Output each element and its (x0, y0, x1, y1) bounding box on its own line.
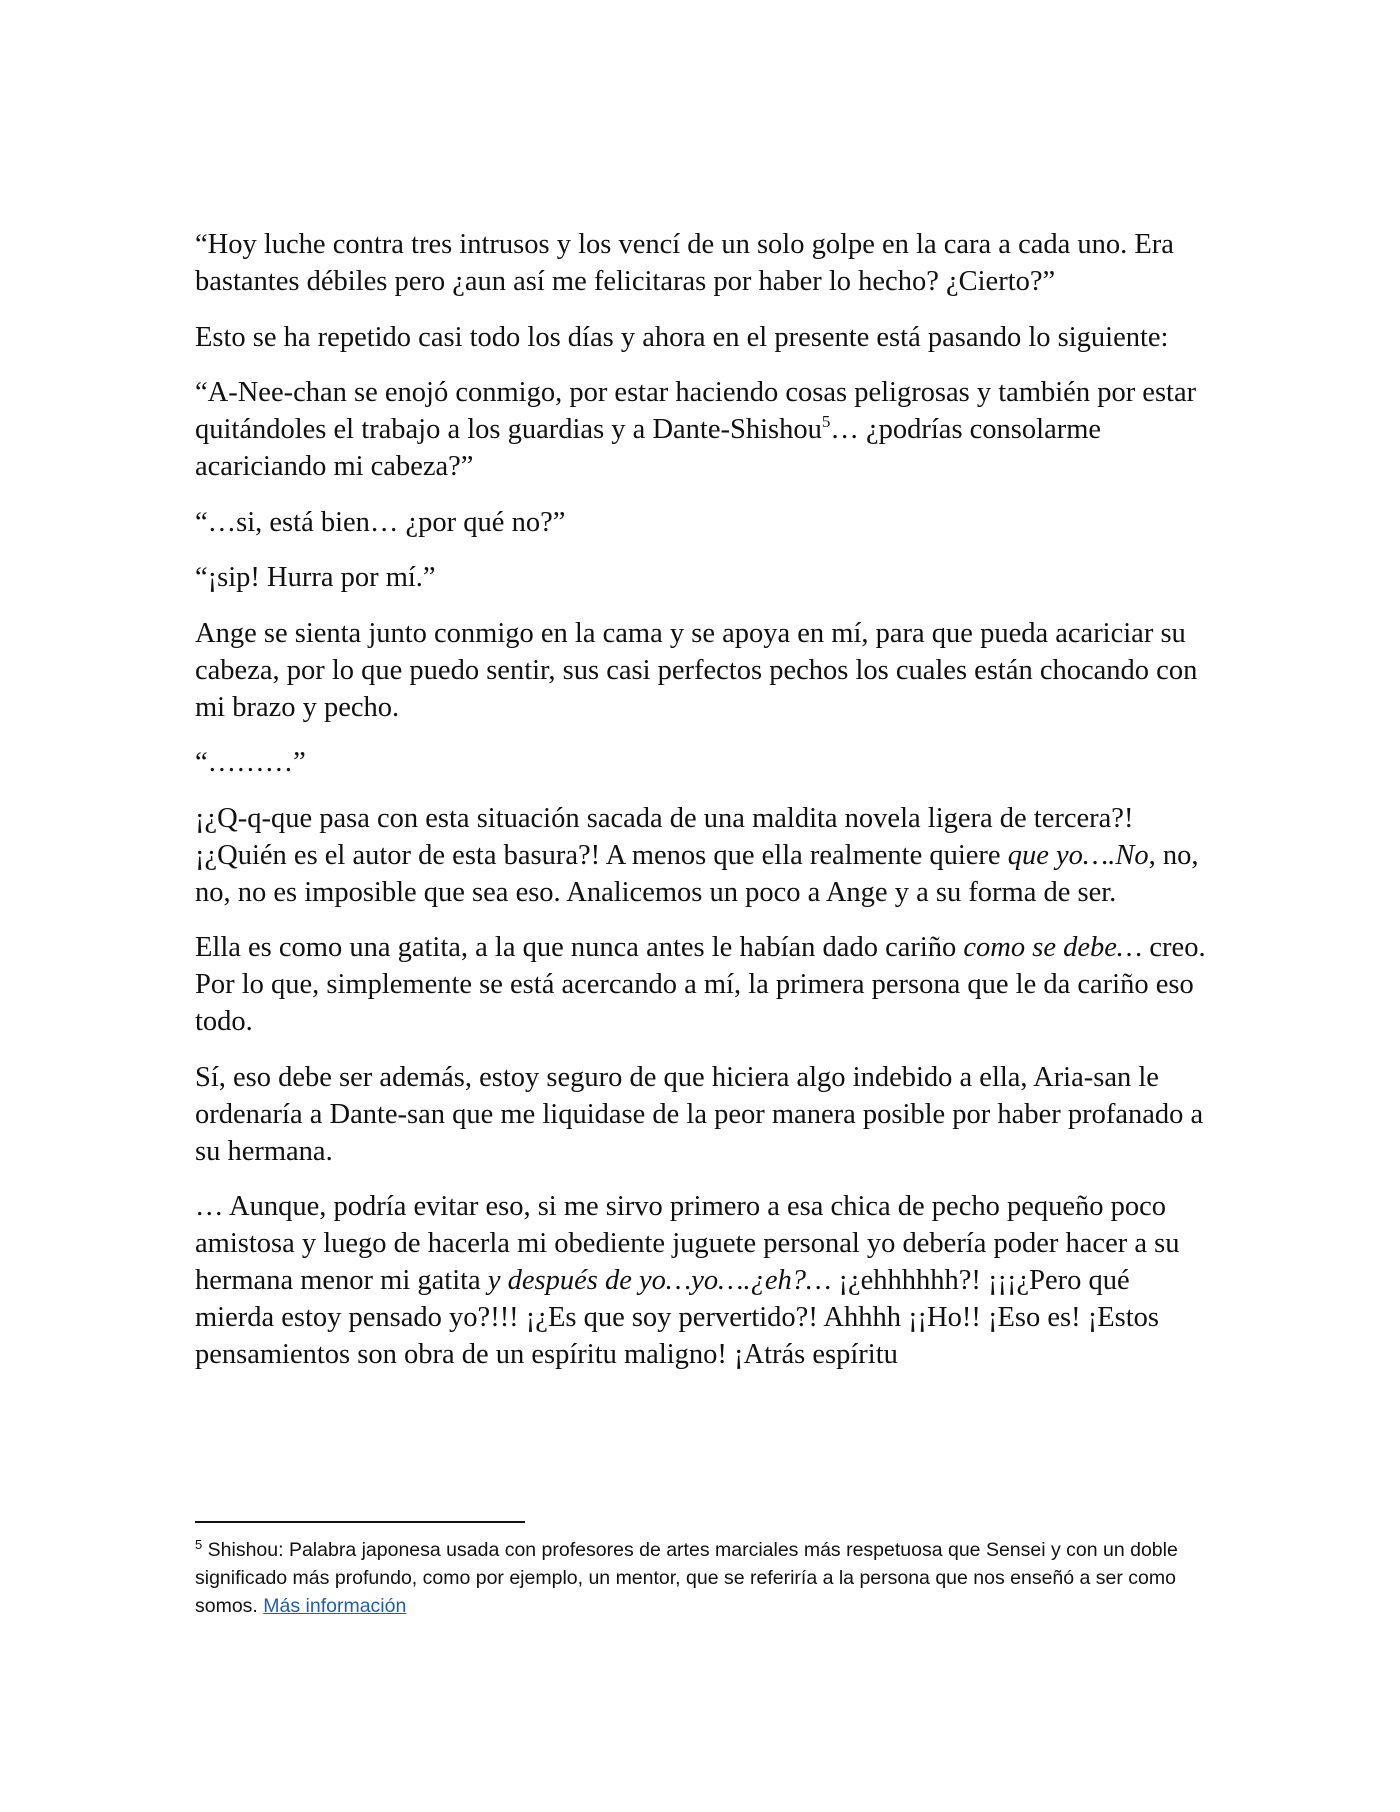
paragraph-text: “…si, está bien… ¿por qué no?” (195, 506, 566, 538)
paragraph-text: Esto se ha repetido casi todo los días y ahora en el presente está pasando lo siguiente: (195, 321, 1169, 353)
paragraph (195, 319, 1215, 356)
italic-text: y después de yo…yo….¿eh?… (487, 1265, 832, 1296)
paragraph-text: ¡¿ehhhhhh?! ¡¡¡¿Pero qué mierda estoy pensado yo?!!! ¡¿Es que soy pervertido?! Ahhhh ¡¡Ho!! ¡Eso es! ¡Estos pensamientos son obra de un espíritu maligno! ¡Atrás espíritu (195, 1265, 1159, 1370)
footnote-reference[interactable]: 5 (821, 412, 831, 431)
paragraph-text: creo. Por lo que, simplemente se está acercando a mí, la primera persona que le da cariño eso todo. (195, 932, 1206, 1037)
paragraph-text: “Hoy luche contra tres intrusos y los vencí de un solo golpe en la cara a cada uno. Era bastantes débiles pero ¿aun así me felicitaras por haber lo hecho? ¿Cierto?” (195, 229, 1174, 297)
paragraph-text: “A-Nee-chan se enojó conmigo, por estar haciendo cosas peligrosas y también por estar quitándoles el trabajo a los guardias y a Dante-Shishou (195, 377, 1197, 445)
paragraph (195, 374, 1215, 485)
paragraph (195, 615, 1215, 726)
paragraph-text: … Aunque, podría evitar eso, si me sirvo primero a esa chica de pecho pequeño poco amistosa y luego de hacerla mi obediente juguete personal yo debería poder hacer a su hermana menor mi gatita (195, 1191, 1180, 1296)
paragraph (195, 504, 1215, 541)
paragraph-text: “………” (195, 747, 306, 778)
italic-text: que yo….No (1007, 839, 1149, 871)
italic-text: como se debe… (963, 932, 1143, 963)
paragraph (195, 929, 1215, 1040)
paragraph-text: Sí, eso debe ser además, estoy seguro de que hiciera algo indebido a ella, Aria-san le ordenaría a Dante-san que me liquidase de la peor manera posible por haber profanado a su hermana. (195, 1061, 1204, 1167)
paragraph (195, 226, 1215, 300)
footnote-separator (195, 1521, 525, 1523)
paragraph (195, 800, 1215, 911)
footnote-text: Shishou: Palabra japonesa usada con profesores de artes marciales más respetuosa que Sensei y con un doble significado más profundo, como por ejemplo, un mentor, que se referiría a la persona que nos enseñó a ser como somos. (195, 1539, 1178, 1617)
more-info-link[interactable]: Más información (263, 1595, 407, 1617)
paragraph (195, 559, 1215, 596)
paragraph-text: “¡sip! Hurra por mí.” (195, 562, 436, 593)
paragraph-text: , no, no, no es imposible que sea eso. Analicemos un poco a Ange y a su forma de ser. (195, 839, 1199, 908)
paragraph-text: Ange se sienta junto conmigo en la cama y se apoya en mí, para que pueda acariciar su cabeza, por lo que puedo sentir, sus casi perfectos pechos los cuales están chocando con mi brazo y pecho. (195, 617, 1198, 723)
paragraph-text: ¡¿Q-q-que pasa con esta situación sacada de una maldita novela ligera de tercera?!¡¿Quién es el autor de esta basura?! A menos que ella realmente quiere (195, 802, 1134, 871)
paragraph-text: … ¿podrías consolarme acariciando mi cabeza?” (195, 414, 1102, 482)
body-text (195, 226, 1215, 1392)
paragraph-text: Ella es como una gatita, a la que nunca antes le habían dado cariño (195, 932, 964, 963)
footnote-number: 5 (195, 1537, 203, 1552)
paragraph (195, 1188, 1215, 1373)
footnote (195, 1536, 1215, 1620)
paragraph (195, 1059, 1215, 1170)
paragraph (195, 744, 1215, 781)
